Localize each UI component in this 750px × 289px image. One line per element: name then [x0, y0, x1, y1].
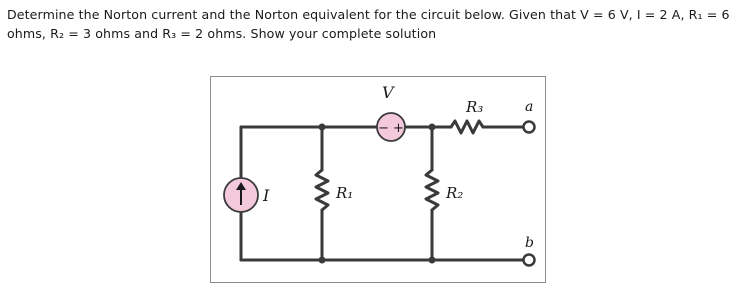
circuit-diagram — [210, 76, 546, 283]
voltage-source-polarity: − + — [378, 121, 404, 136]
label-terminal-a: a — [525, 99, 534, 115]
terminal-a-node — [524, 122, 535, 133]
junction-dot — [319, 124, 326, 131]
junction-dot — [429, 257, 436, 264]
label-current-source: I — [263, 186, 270, 205]
label-r3: R₃ — [466, 98, 484, 116]
question-text — [7, 6, 745, 43]
resistor-r3 — [451, 121, 483, 133]
junction-dot — [319, 257, 326, 264]
label-voltage-source: V — [382, 83, 394, 102]
question-line-1: Determine the Norton current and the Norton equivalent for the circuit below. Given that V = 6 V, I = 2 A, R₁ = 6 — [7, 7, 730, 22]
terminal-b-node — [524, 255, 535, 266]
question-line-2: ohms, R₂ = 3 ohms and R₃ = 2 ohms. Show your complete solution — [7, 25, 437, 41]
resistor-r2 — [426, 170, 438, 210]
label-terminal-b: b — [525, 235, 534, 251]
resistor-r1 — [316, 170, 328, 210]
label-r1: R₁ — [336, 184, 354, 202]
circuit-schematic — [211, 77, 547, 284]
junction-dot — [429, 124, 436, 131]
label-r2: R₂ — [446, 184, 464, 202]
